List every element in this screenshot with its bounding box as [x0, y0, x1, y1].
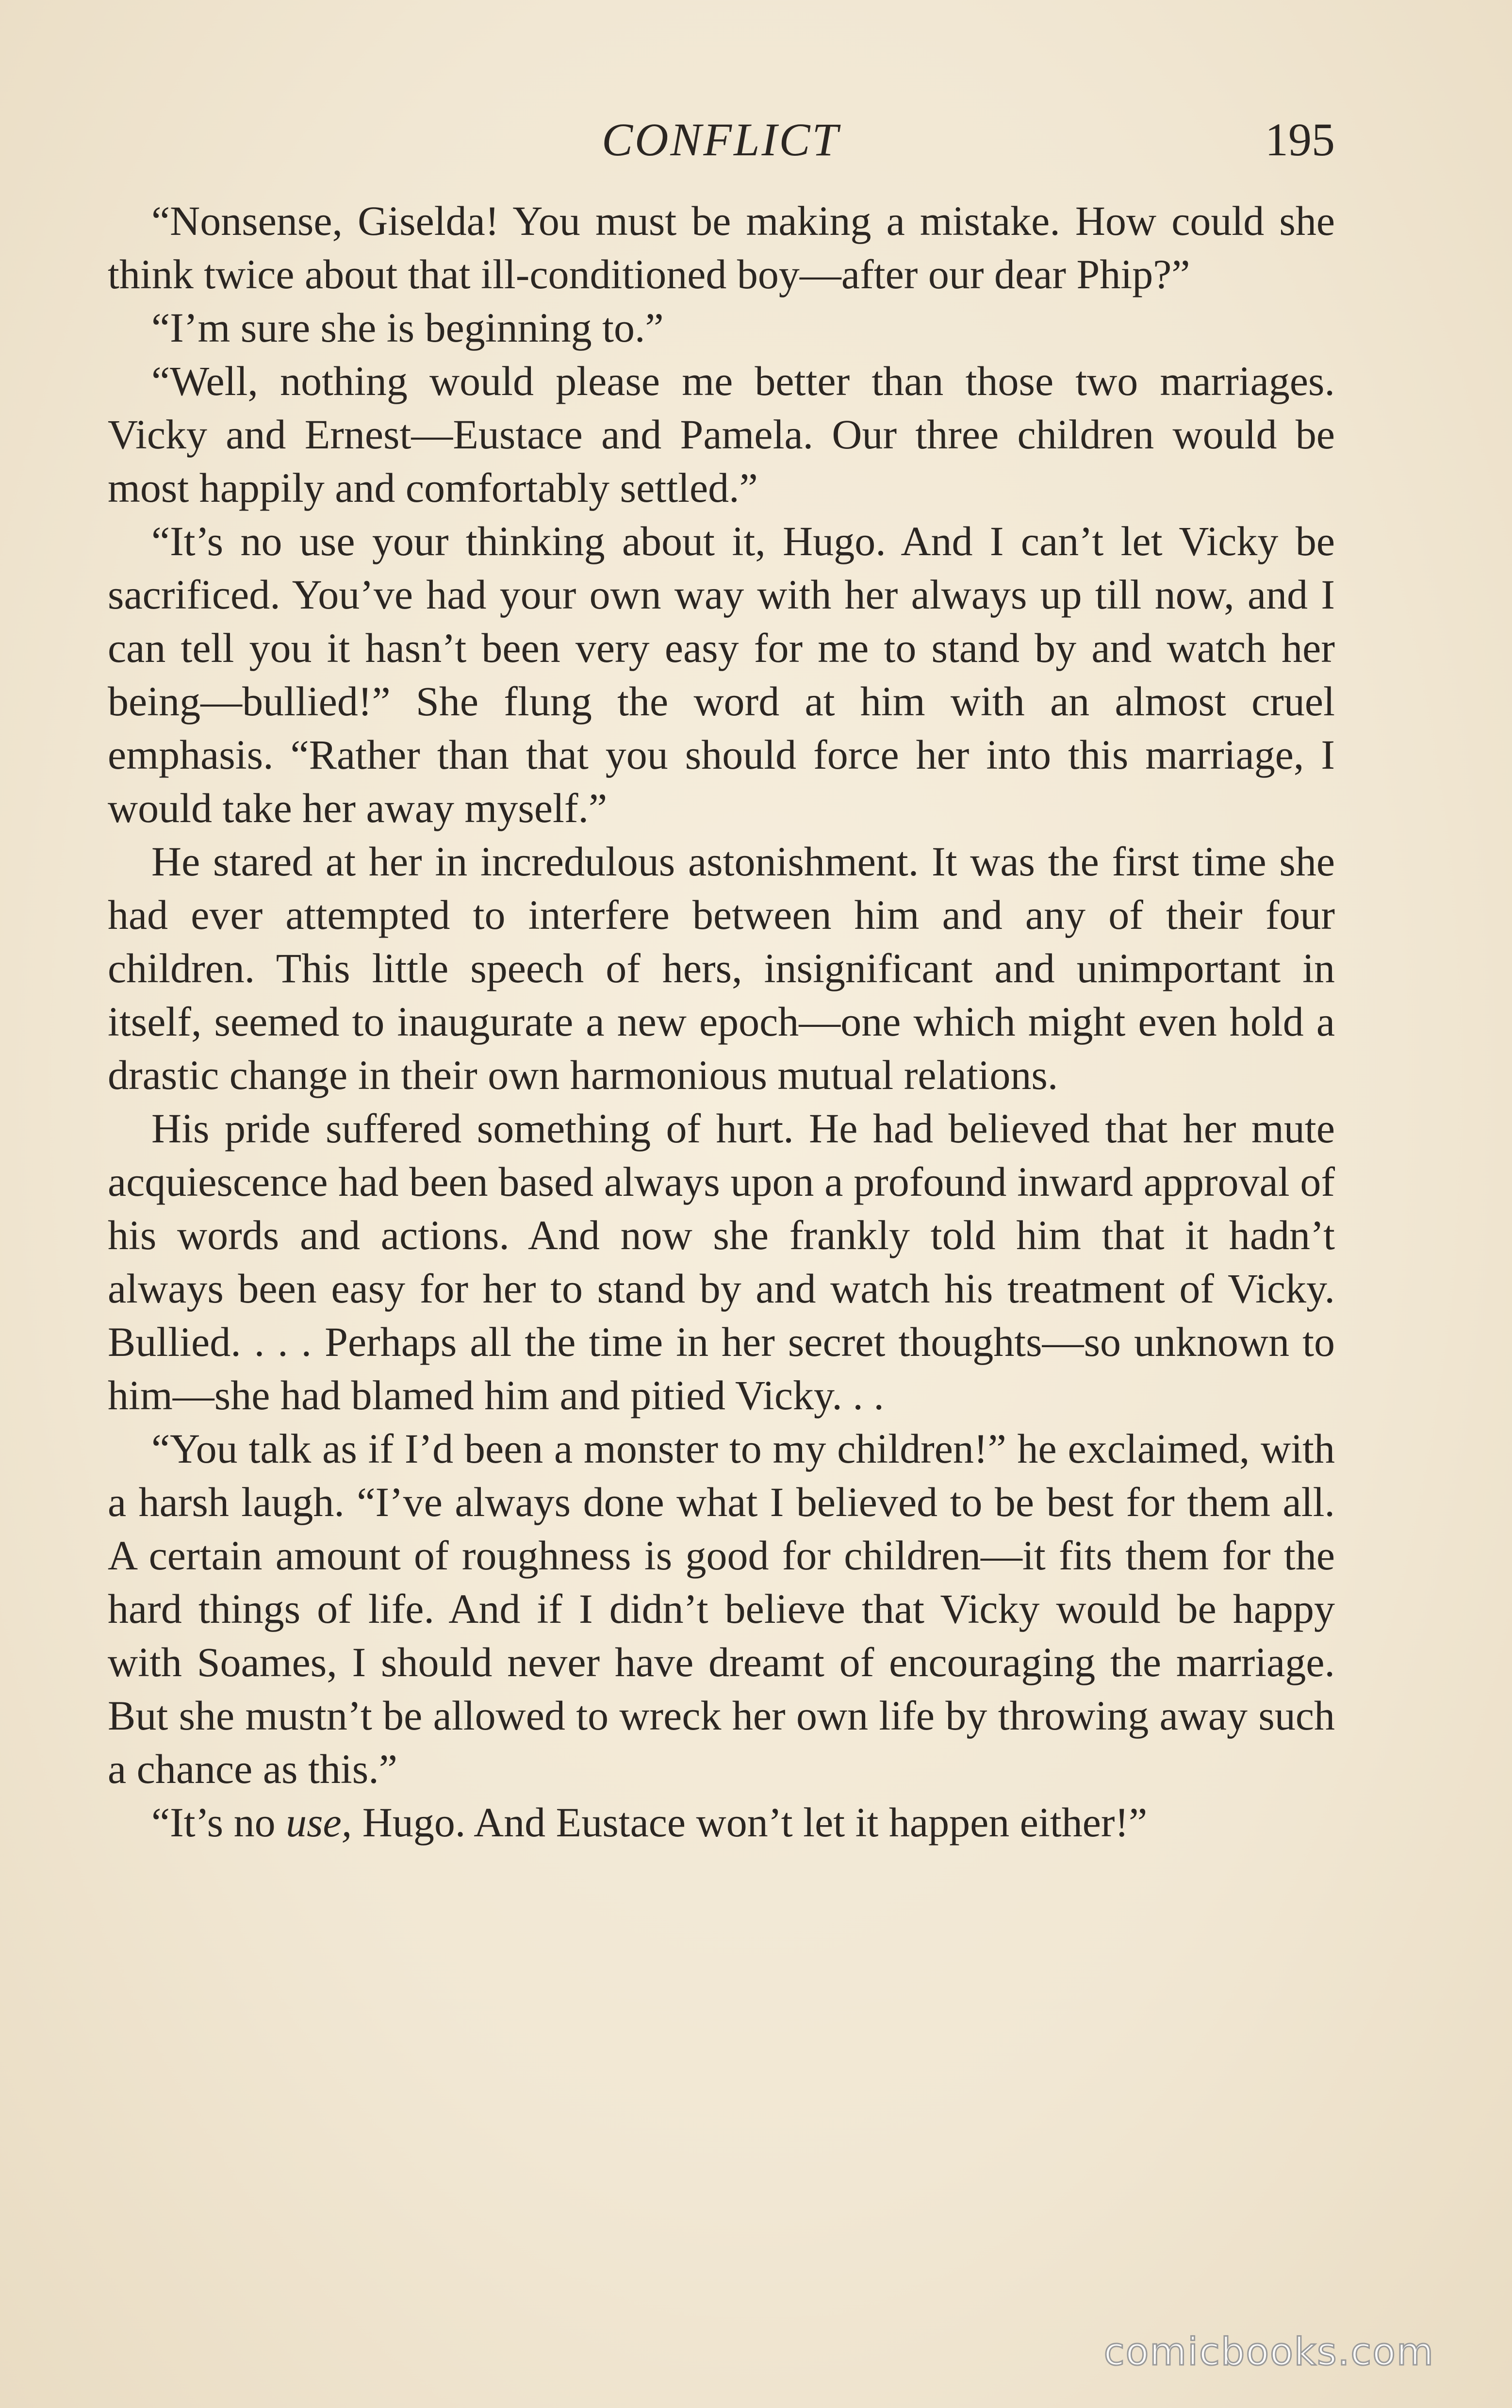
paragraph: “Well, nothing would please me better than those two marriages. Vicky and Ernest—Eustace and Pamela. Our three children would be most happily and comfortably settled.”: [108, 358, 1335, 511]
emphasized-word: use,: [286, 1799, 352, 1846]
page-header: [107, 113, 1335, 171]
paragraph: He stared at her in incredulous astonishment. It was the first time she had ever attempted to interfere between him and any of their four children. This little speech of hers, insignificant and unimportant in itself, seemed to inaugurate a new epoch—one which might even hold a drastic change in their own harmonious mutual relations.: [108, 838, 1335, 1098]
body-text: [108, 194, 1335, 1849]
watermark: comicbooks.com: [1103, 2330, 1434, 2374]
paragraph-final: [108, 1796, 1335, 1849]
paragraph: His pride suffered something of hurt. He had believed that her mute acquiescence had been based always upon a profound inward approval of his words and actions. And now she frankly told him that it hadn’t always been easy for her to stand by and watch his treatment of Vicky. Bullied. . . . Perhaps all the time in her secret thoughts—so unknown to him—she had blamed him and pitied Vicky. . .: [108, 1105, 1335, 1418]
running-head: CONFLICT: [602, 114, 840, 165]
final-text-end: Hugo. And Eustace won’t let it happen either!”: [352, 1799, 1148, 1846]
paragraph: “I’m sure she is beginning to.”: [151, 304, 664, 351]
paragraph: “Nonsense, Giselda! You must be making a mistake. How could she think twice about that ill-conditioned boy—after our dear Phip?”: [108, 198, 1335, 297]
paragraph: “You talk as if I’d been a monster to my children!” he exclaimed, with a harsh laugh. “I’ve always done what I believed to be best for them all. A certain amount of roughness is good for children—it fits them for the hard things of life. And if I didn’t believe that Vicky would be happy with Soames, I should never have dreamt of encouraging the marriage. But she mustn’t be allowed to wreck her own life by throwing away such a chance as this.”: [108, 1425, 1335, 1792]
paragraph: “It’s no use your thinking about it, Hugo. And I can’t let Vicky be sacrificed. You’ve had your own way with her always up till now, and I can tell you it hasn’t been very easy for me to stand by and watch her being—bullied!” She flung the word at him with an almost cruel emphasis. “Rather than that you should force her into this marriage, I would take her away myself.”: [108, 518, 1335, 831]
final-text-start: “It’s no: [151, 1799, 286, 1846]
page-number: 195: [1265, 114, 1335, 165]
